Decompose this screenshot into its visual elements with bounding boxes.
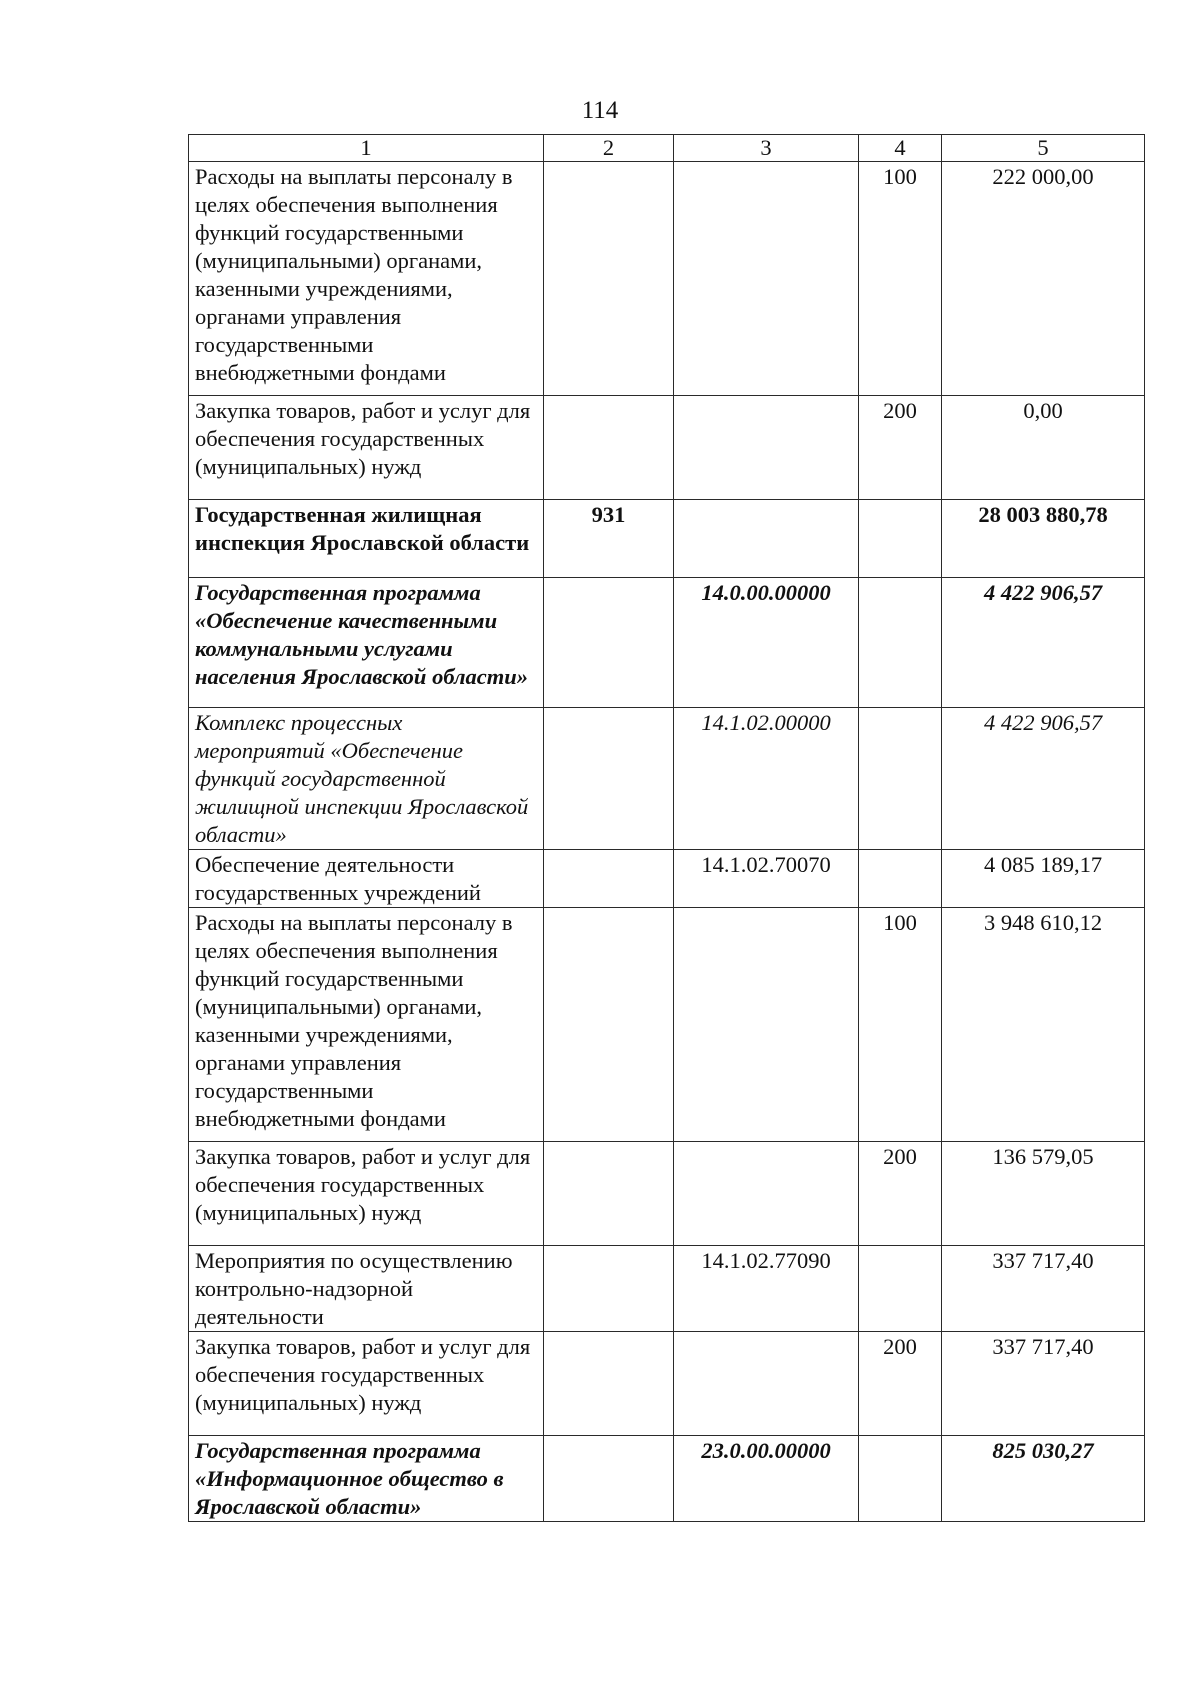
expense-type-cell: 100 [859,908,942,1142]
amount-cell: 825 030,27 [942,1436,1145,1522]
ministry-code-cell [544,908,674,1142]
amount-cell: 136 579,05 [942,1142,1145,1246]
amount-cell: 4 422 906,57 [942,578,1145,708]
column-header-2: 2 [544,135,674,162]
amount-cell: 3 948 610,12 [942,908,1145,1142]
amount-cell: 4 085 189,17 [942,850,1145,908]
table-row [189,1436,1145,1522]
amount-cell: 337 717,40 [942,1332,1145,1436]
program-code-cell [674,162,859,396]
amount-cell: 222 000,00 [942,162,1145,396]
expense-type-cell [859,578,942,708]
program-code-cell [674,1332,859,1436]
ministry-code-cell [544,1332,674,1436]
expense-type-cell: 200 [859,1142,942,1246]
ministry-code-cell [544,1246,674,1332]
table-row [189,500,1145,578]
budget-table [188,134,1145,1522]
program-code-cell [674,908,859,1142]
program-code-cell: 14.1.02.70070 [674,850,859,908]
table-row [189,1332,1145,1436]
ministry-code-cell [544,1436,674,1522]
program-code-cell: 14.1.02.00000 [674,708,859,850]
row-name-cell: Государственная жилищная инспекция Ярославской области [189,500,544,578]
expense-type-cell: 200 [859,1332,942,1436]
row-name-cell: Закупка товаров, работ и услуг для обеспечения государственных (муниципальных) нужд [189,1142,544,1246]
row-name-cell: Закупка товаров, работ и услуг для обеспечения государственных (муниципальных) нужд [189,1332,544,1436]
table-row [189,396,1145,500]
table-row [189,708,1145,850]
row-name-cell: Государственная программа «Обеспечение качественными коммунальными услугами населения Ярославской области» [189,578,544,708]
column-header-1: 1 [189,135,544,162]
row-name-cell: Государственная программа «Информационное общество в Ярославской области» [189,1436,544,1522]
ministry-code-cell: 931 [544,500,674,578]
table-row [189,850,1145,908]
expense-type-cell [859,708,942,850]
table-header-row [189,135,1145,162]
program-code-cell [674,396,859,500]
table-row [189,162,1145,396]
table-row [189,1142,1145,1246]
expense-type-cell [859,1436,942,1522]
program-code-cell: 23.0.00.00000 [674,1436,859,1522]
row-name-cell: Расходы на выплаты персоналу в целях обеспечения выполнения функций государственными (муниципальными) органами, казенными учреждениями, органами управления государственными внебюджетными фондами [189,162,544,396]
amount-cell: 4 422 906,57 [942,708,1145,850]
column-header-3: 3 [674,135,859,162]
expense-type-cell: 100 [859,162,942,396]
row-name-cell: Расходы на выплаты персоналу в целях обеспечения выполнения функций государственными (муниципальными) органами, казенными учреждениями, органами управления государственными внебюджетными фондами [189,908,544,1142]
amount-cell: 337 717,40 [942,1246,1145,1332]
ministry-code-cell [544,396,674,500]
row-name-cell: Комплекс процессных мероприятий «Обеспечение функций государственной жилищной инспекции Ярославской области» [189,708,544,850]
amount-cell: 28 003 880,78 [942,500,1145,578]
table-row [189,578,1145,708]
expense-type-cell: 200 [859,396,942,500]
program-code-cell [674,1142,859,1246]
ministry-code-cell [544,850,674,908]
table-body [189,162,1145,1522]
amount-cell: 0,00 [942,396,1145,500]
expense-type-cell [859,850,942,908]
column-header-5: 5 [942,135,1145,162]
column-header-4: 4 [859,135,942,162]
ministry-code-cell [544,708,674,850]
ministry-code-cell [544,162,674,396]
ministry-code-cell [544,578,674,708]
expense-type-cell [859,1246,942,1332]
table-row [189,1246,1145,1332]
program-code-cell [674,500,859,578]
row-name-cell: Закупка товаров, работ и услуг для обеспечения государственных (муниципальных) нужд [189,396,544,500]
row-name-cell: Мероприятия по осуществлению контрольно-надзорной деятельности [189,1246,544,1332]
program-code-cell: 14.0.00.00000 [674,578,859,708]
program-code-cell: 14.1.02.77090 [674,1246,859,1332]
page-number: 114 [581,97,619,124]
ministry-code-cell [544,1142,674,1246]
expense-type-cell [859,500,942,578]
table-row [189,908,1145,1142]
row-name-cell: Обеспечение деятельности государственных учреждений [189,850,544,908]
